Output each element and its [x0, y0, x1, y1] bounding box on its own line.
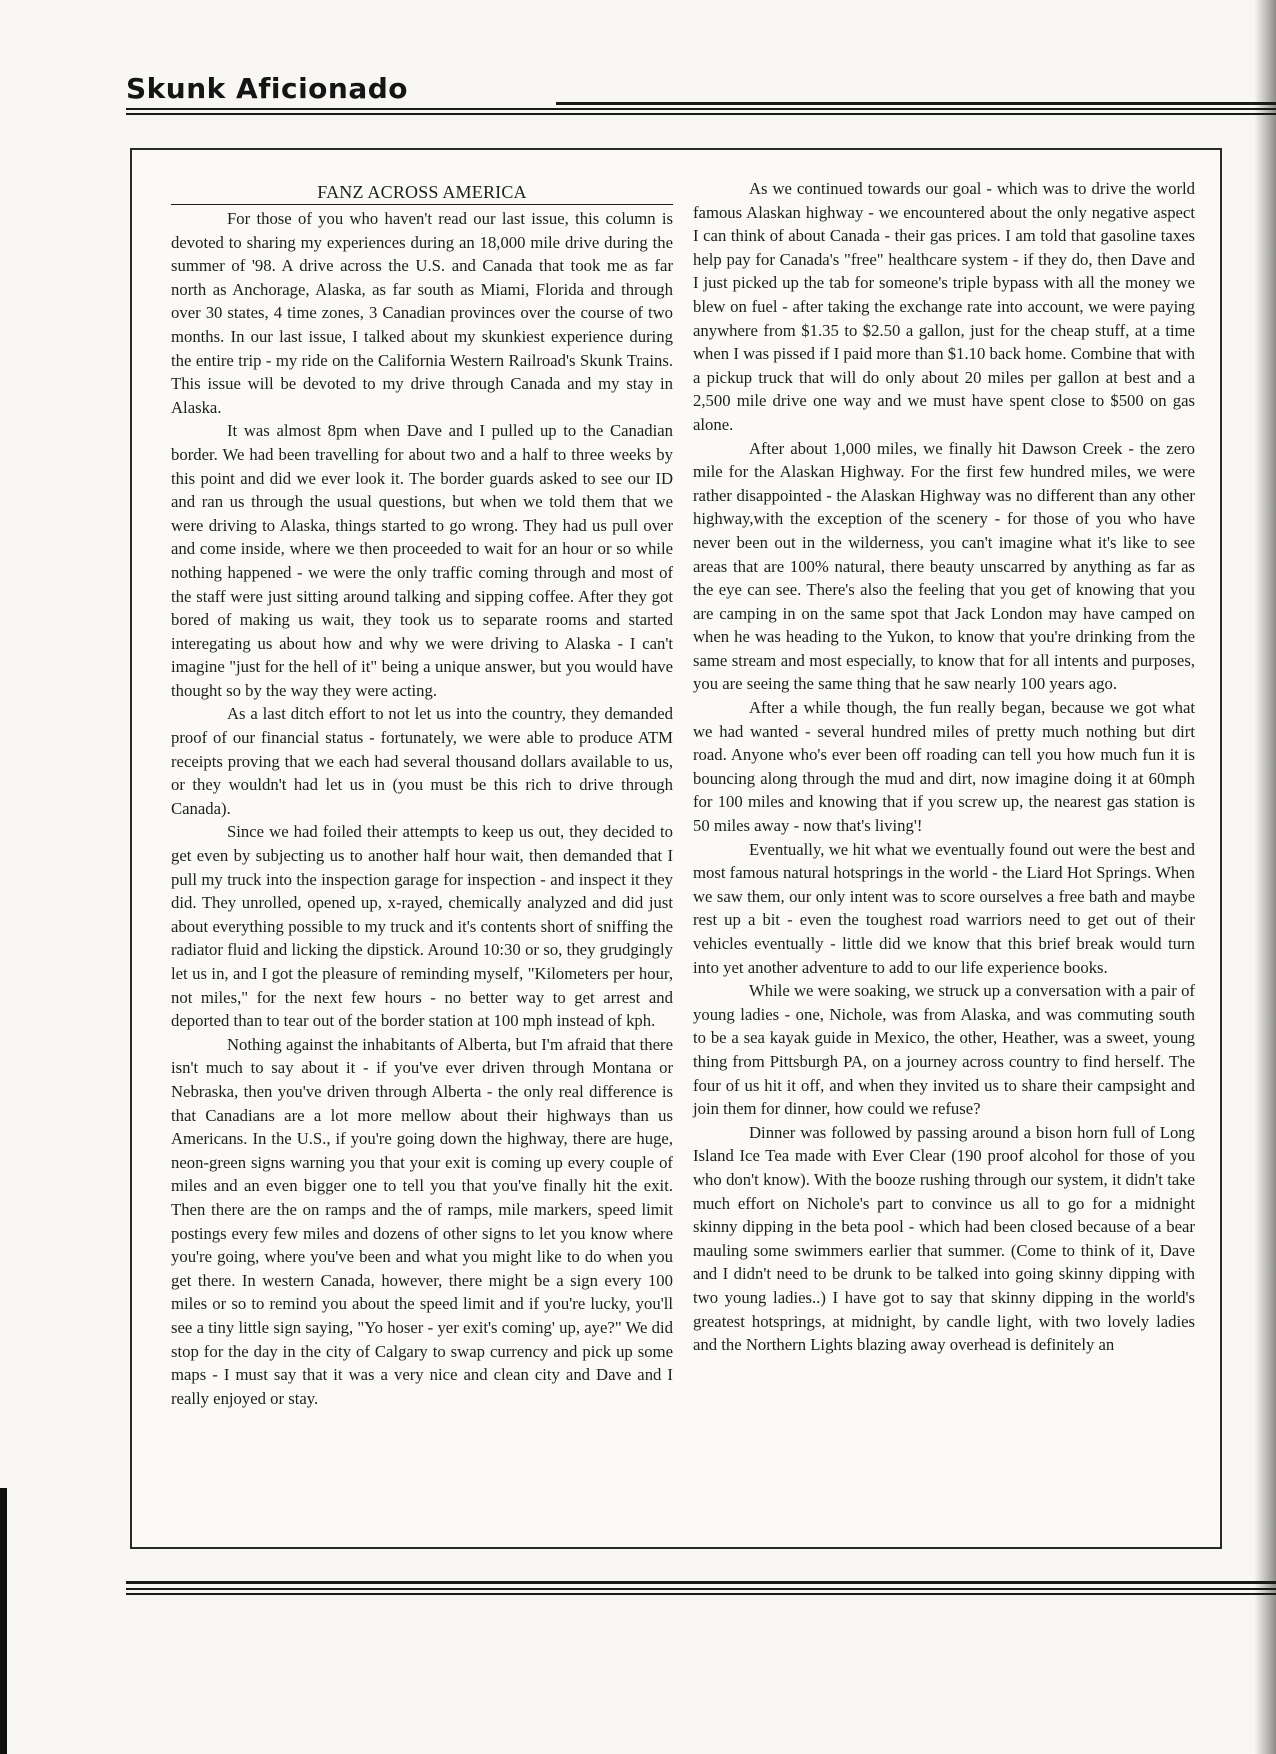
footer-rule-line — [126, 1593, 1276, 1595]
article-column-right — [693, 177, 1195, 1357]
scan-edge-mark — [0, 1488, 7, 1754]
article-paragraph: As we continued towards our goal - which was to drive the world famous Alaskan highway - we encountered about the only negative aspect I can think of about Canada - their gas prices. I am told that gasoline taxes help pay for Canada's "free" healthcare system - if they do, then Dave and I just picked up the tab for someone's triple bypass with all the money we blew on fuel - after taking the exchange rate into account, we were paying anywhere from $1.35 to $2.50 a gallon, just for the cheap stuff, at a time when I was pissed if I paid more than $1.10 back home. Combine that with a pickup truck that will do only about 20 miles per gallon at best and a 2,500 mile drive one way and we must have spent close to $500 on gas alone. — [693, 179, 1195, 434]
article-headline: FANZ ACROSS AMERICA — [171, 180, 673, 205]
article-paragraph: After a while though, the fun really began, because we got what we had wanted - several hundred miles of pretty much nothing but dirt road. Anyone who's ever been off roading can tell you how much fun it is bouncing along through the mud and dirt, now imagine doing it at 60mph for 100 miles and knowing that if you screw up, the nearest gas station is 50 miles away - now that's living'! — [693, 698, 1195, 836]
article-paragraph: As a last ditch effort to not let us into the country, they demanded proof of our financial status - fortunately, we were able to produce ATM receipts proving that we each had several thousand dollars available to us, or they wouldn't had let us in (you must be this rich to drive through Canada). — [171, 704, 673, 818]
article-paragraph: Since we had foiled their attempts to keep us out, they decided to get even by subjecting us to another half hour wait, then demanded that I pull my truck into the inspection garage for inspection - and inspect it they did. They unrolled, opened up, x-rayed, chemically analyzed and did just about everything possible to my truck and it's contents short of sniffing the radiator fluid and licking the dipstick. Around 10:30 or so, they grudgingly let us in, and I got the pleasure of reminding myself, "Kilometers per hour, not miles," for the next few hours - no better way to get arrest and deported than to tear out of the border station at 100 mph instead of kph. — [171, 822, 673, 1031]
footer-rule-line — [126, 1581, 1276, 1584]
page-edge-shadow — [1254, 0, 1276, 1754]
header-rule-line — [126, 108, 1276, 110]
article-column-left — [171, 182, 673, 1410]
magazine-title: Skunk Aficionado — [126, 72, 409, 105]
article-paragraph: While we were soaking, we struck up a conversation with a pair of young ladies - one, Nichole, was from Alaska, and was commuting south to be a sea kayak guide in Mexico, the other, Heather, was a sweet, young thing from Pittsburgh PA, on a journey across country to find herself. The four of us hit it off, and when they invited us to share their campsight and join them for dinner, how could we refuse? — [693, 981, 1195, 1119]
article-paragraph: After about 1,000 miles, we finally hit Dawson Creek - the zero mile for the Alaskan Highway. For the first few hundred miles, we were rather disappointed - the Alaskan Highway was no different than any other highway,with the exception of the scenery - for those of you who have never been out in the wilderness, you can't imagine what it's like to see areas that are 100% natural, there beauty unscarred by anything as far as the eye can see. There's also the feeling that you get of knowing that you are camping in on the same spot that Jack London may have camped on when he was heading to the Yukon, to know that you're drinking from the same stream and most especially, to know that for all intents and purposes, you are seeing the same thing that he saw nearly 100 years ago. — [693, 438, 1195, 694]
article-paragraph: For those of you who haven't read our last issue, this column is devoted to sharing my experiences during an 18,000 mile drive during the summer of '98. A drive across the U.S. and Canada that took me as far north as Anchorage, Alaska, as far south as Miami, Florida and through over 30 states, 4 time zones, 3 Canadian provinces over the course of two months. In our last issue, I talked about my skunkiest experience during the entire trip - my ride on the California Western Railroad's Skunk Trains. This issue will be devoted to my drive through Canada and my stay in Alaska. — [171, 209, 673, 417]
footer-rule-line — [126, 1588, 1276, 1590]
article-paragraph: Eventually, we hit what we eventually found out were the best and most famous natural hotsprings in the world - the Liard Hot Springs. When we saw them, our only intent was to score ourselves a free bath and maybe rest up a bit - even the toughest road warriors need to get out of their vehicles eventually - little did we know that this brief break would turn into yet another adventure to add to our life experience books. — [693, 839, 1195, 977]
header-rule-line — [126, 113, 1276, 115]
header-rule-line — [556, 102, 1276, 105]
article-paragraph: It was almost 8pm when Dave and I pulled up to the Canadian border. We had been travelling for about two and a half to three weeks by this point and did we ever look it. The border guards asked to see our ID and ran us through the usual questions, but when we told them that we were driving to Alaska, things started to go wrong. They had us pull over and come inside, where we then proceeded to wait for an hour or so while nothing happened - we were the only traffic coming through and most of the staff were just sitting around talking and sipping coffee. After they got bored of making us wait, they took us to separate rooms and started interegating us about how and why we were driving to Alaska - I can't imagine "just for the hell of it" being a unique answer, but you would have thought so by the way they were acting. — [171, 421, 673, 700]
article-paragraph: Nothing against the inhabitants of Alberta, but I'm afraid that there isn't much to say about it - if you've ever driven through Montana or Nebraska, then you've driven through Alberta - the only real difference is that Canadians are a lot more mellow about their highways than us Americans. In the U.S., if you're going down the highway, there are huge, neon-green signs warning you that your exit is coming up every couple of miles and an even bigger one to tell you that you've finally hit the exit. Then there are the on ramps and the of ramps, mile markers, speed limit postings every few miles and dozens of other signs to let you know where you're going, where you've been and what you might like to do when you get there. In western Canada, however, there might be a sign every 100 miles or so to remind you about the speed limit and if you're lucky, you'll see a tiny little sign saying, "Yo hoser - yer exit's coming' up, aye?" We did stop for the day in the city of Calgary to swap currency and pick up some maps - I must say that it was a very nice and clean city and Dave and I really enjoyed or stay. — [171, 1034, 673, 1408]
article-paragraph: Dinner was followed by passing around a bison horn full of Long Island Ice Tea made with Ever Clear (190 proof alcohol for those of you who don't know). With the booze rushing through our system, it didn't take much effort on Nichole's part to convince us all to go for a midnight skinny dipping in the beta pool - which had been closed because of a bear mauling some swimmers earlier that summer. (Come to think of it, Dave and I didn't need to be drunk to be talked into going skinny dipping with two young ladies..) I have got to say that skinny dipping in the world's greatest hotsprings, at midnight, by candle light, with two lovely ladies and the Northern Lights blazing away overhead is definitely an — [693, 1122, 1195, 1355]
